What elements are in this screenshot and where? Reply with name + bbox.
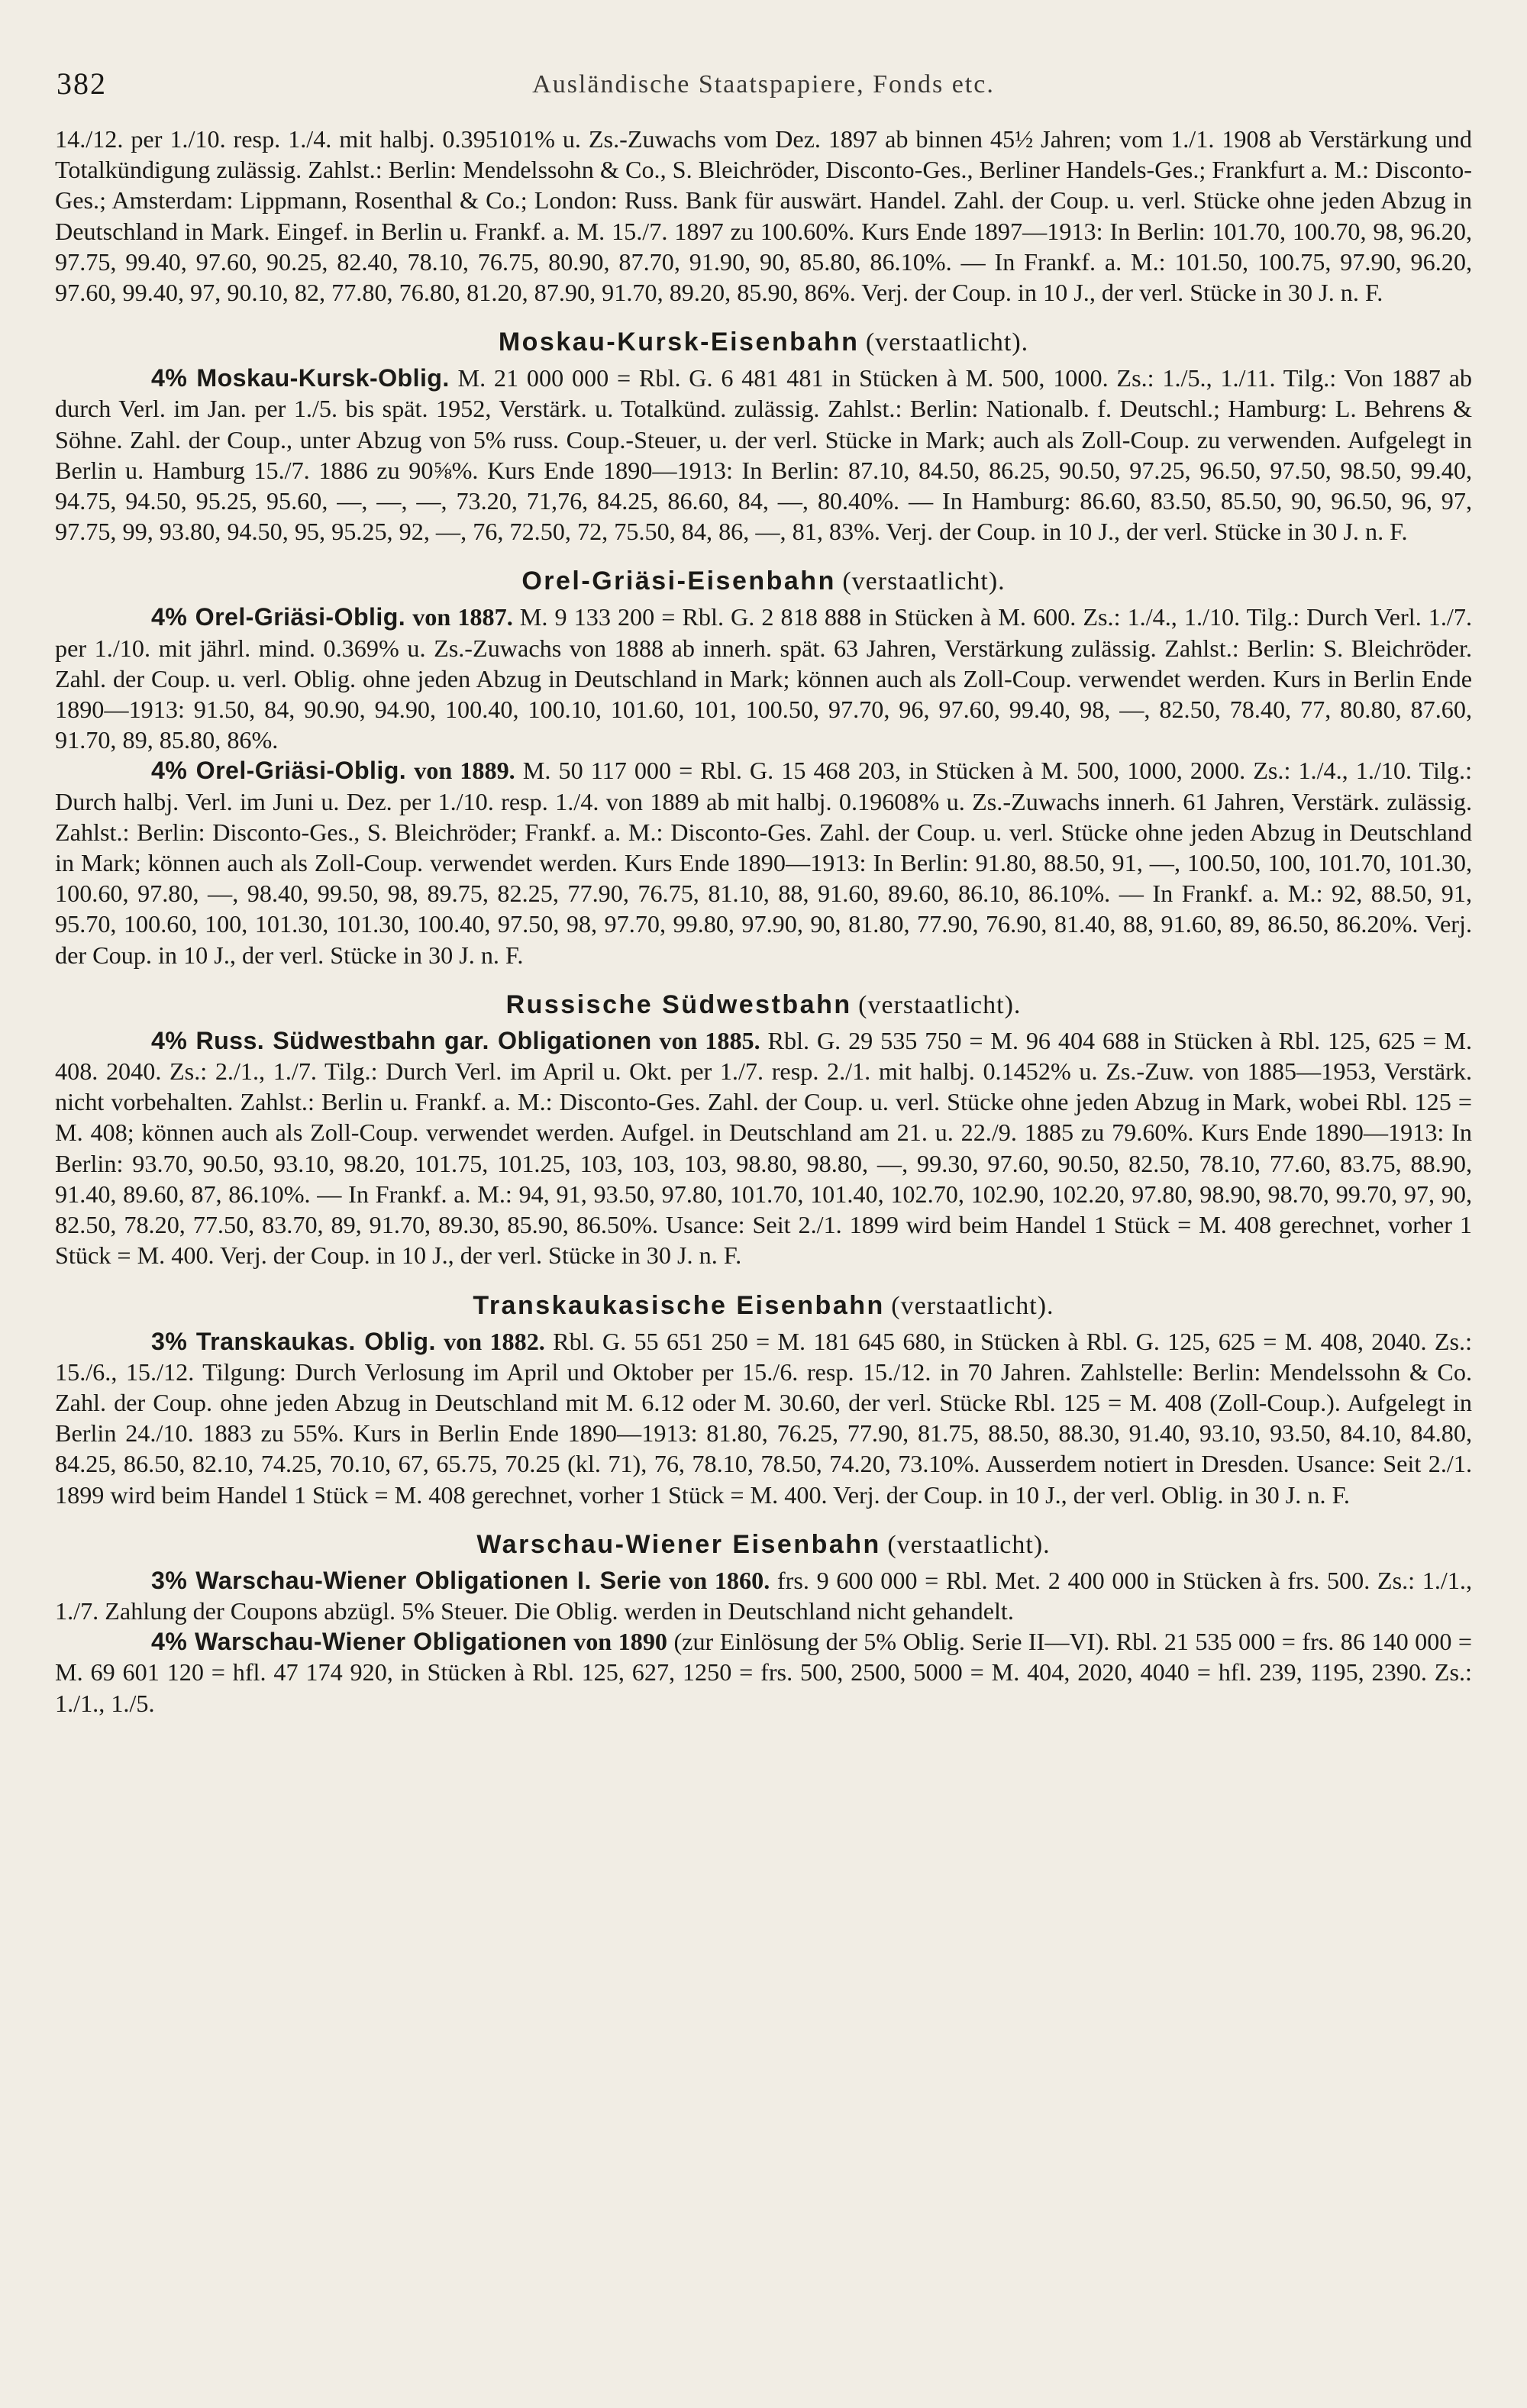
entry-lead-date: von 1882. [444,1327,545,1355]
entry-lead: 4% Orel-Griäsi-Oblig. [151,757,407,785]
entry-body: M. 21 000 000 = Rbl. G. 6 481 481 in Stücken à M. 500, 1000. Zs.: 1./5., 1./11. Tilg.: Von 1887 ab durch Verl. im Jan. per 1./5. bis spät. 1952, Verstärk. u. Totalkünd. zulässig. Zahlst.: Berlin: Nationalb. f. Deutschl.; Hamburg: L. Behrens & Söhne. Zahl. der Coup., unter Abzug von 5% russ. Coup.-Steuer, u. der verl. Stücke in Mark; auch als Zoll-Coup. zu verwenden. Aufgelegt in Berlin u. Hamburg 15./7. 1886 zu 90⅝%. Kurs Ende 1890—1913: In Berlin: 87.10, 84.50, 86.25, 90.50, 97.25, 96.50, 97.50, 98.50, 99.40, 94.75, 94.50, 95.25, 95.60, —, —, —, 73.20, 71,76, 84.25, 86.60, 84, —, 80.40%. — In Hamburg: 86.60, 83.50, 85.50, 90, 96.50, 96, 97, 97.75, 99, 93.80, 94.50, 95, 95.25, 92, —, 76, 72.50, 72, 75.50, 84, 86, —, 81, 83%. Verj. der Coup. in 10 J., der verl. Stücke in 30 J. n. F. [55,364,1473,546]
entry-body: Rbl. G. 55 651 250 = M. 181 645 680, in Stücken à Rbl. G. 125, 625 = M. 408, 2040. Zs.: 15./6., 15./12. Tilgung: Durch Verlosung im April und Oktober per 15./6. resp. 15./12. in 70 Jahren. Zahlstelle: Berlin: Mendelssohn & Co. Zahl. der Coup. ohne jeden Abzug in Deutschland mit M. 6.12 oder M. 30.60, der verl. Stücke Rbl. 125 = M. 408 (Zoll-Coup.). Aufgelegt in Berlin 24./10. 1883 zu 55%. Kurs in Berlin Ende 1890—1913: 81.80, 76.25, 77.90, 81.75, 88.50, 88.30, 91.40, 93.10, 93.50, 84.10, 84.80, 84.25, 86.50, 82.10, 74.25, 70.10, 67, 65.75, 70.25 (kl. 71), 76, 78.10, 78.50, 74.20, 73.10%. Ausserdem notiert in Dresden. Usance: Seit 2./1. 1899 wird beim Handel 1 Stück = M. 408 gerechnet, vorher 1 Stück = M. 400. Verj. der Coup. in 10 J., der verl. Oblig. in 30 J. n. F. [55,1327,1473,1509]
entry-lead: 4% Russ. Südwestbahn gar. Obligationen [151,1026,652,1054]
section-note: (verstaatlicht). [891,1291,1054,1320]
section-title: Russische Südwestbahn [505,989,852,1019]
entry-lead: 3% Warschau-Wiener Obligationen I. Serie [151,1566,662,1594]
entry-body: (zur Einlösung der 5% Oblig. Serie II—VI). Rbl. 21 535 000 = frs. 86 140 000 = M. 69 601 120 = hfl. 47 174 920, in Stücken à Rbl. 125, 627, 1250 = frs. 500, 2500, 5000 = M. 404, 2020, 4040 = hfl. 239, 1195, 2390. Zs.: 1./1., 1./5. [55,1628,1473,1717]
section-heading [55,1290,1472,1322]
entry-paragraph [55,1025,1472,1271]
entry-lead-date: von 1889. [414,757,515,785]
entry-lead: 3% Transkaukas. Oblig. [151,1327,436,1355]
entry-lead: 4% Moskau-Kursk-Oblig. [151,364,450,392]
section-heading [55,989,1472,1022]
entry-paragraph [55,363,1472,547]
entry-lead-date: von 1860. [669,1566,770,1594]
entry-paragraph [55,1326,1472,1510]
section-title: Moskau-Kursk-Eisenbahn [498,328,860,357]
entry-paragraph [55,755,1472,970]
section-title: Transkaukasische Eisenbahn [473,1290,885,1320]
entry-body: M. 50 117 000 = Rbl. G. 15 468 203, in Stücken à M. 500, 1000, 2000. Zs.: 1./4., 1./10. Tilg.: Durch halbj. Verl. im Juni u. Dez. per 1./10. resp. 1./4. von 1889 ab mit halbj. 0.19608% u. Zs.-Zuwachs innerh. 61 Jahren, Verstärk. zulässig. Zahlst.: Berlin: Disconto-Ges., S. Bleichröder; Frankf. a. M.: Disconto-Ges. Zahl. der Coup. u. verl. Stücke ohne jeden Abzug in Deutschland in Mark; können auch als Zoll-Coup. verwendet werden. Kurs Ende 1890—1913: In Berlin: 91.80, 88.50, 91, —, 100.50, 100, 101.70, 101.30, 100.60, 97.80, —, 98.40, 99.50, 98, 89.75, 82.25, 77.90, 76.75, 81.10, 88, 91.60, 89.60, 86.10, 86.10%. — In Frankf. a. M.: 92, 88.50, 91, 95.70, 100.60, 100, 101.30, 101.30, 100.40, 97.50, 98, 97.70, 99.80, 97.90, 90, 81.80, 77.90, 76.90, 81.40, 88, 91.60, 89, 86.50, 86.20%. Verj. der Coup. in 10 J., der verl. Stücke in 30 J. n. F. [55,757,1473,969]
section-heading [55,565,1472,598]
page-number: 382 [56,66,107,101]
entry-paragraph [55,1626,1472,1719]
entry-lead: 4% Orel-Griäsi-Oblig. [151,603,406,631]
section-note: (verstaatlicht). [842,567,1006,596]
page-content [55,124,1472,1719]
entry-body: Rbl. G. 29 535 750 = M. 96 404 688 in Stücken à Rbl. 125, 625 = M. 408. 2040. Zs.: 2./1., 1./7. Tilg.: Durch Verl. im April u. Okt. per 1./7. resp. 2./1. mit halbj. 0.1452% u. Zs.-Zuw. von 1885—1953, Verstärk. nicht vorbehalten. Zahlst.: Berlin u. Frankf. a. M.: Disconto-Ges. Zahl. der Coup. u. verl. Stücke ohne jeden Abzug in Mark, wobei Rbl. 125 = M. 408; können auch als Zoll-Coup. verwendet werden. Aufgel. in Deutschland am 21. u. 22./9. 1885 zu 79.60%. Kurs Ende 1890—1913: In Berlin: 93.70, 90.50, 93.10, 98.20, 101.75, 101.25, 103, 103, 103, 98.80, 98.80, —, 99.30, 97.60, 90.50, 82.50, 78.10, 77.60, 83.75, 88.90, 91.40, 89.60, 87, 86.10%. — In Frankf. a. M.: 94, 91, 93.50, 97.80, 101.70, 101.40, 102.70, 102.90, 102.20, 97.80, 98.90, 98.70, 99.70, 97, 90, 82.50, 78.20, 77.50, 83.70, 89, 91.70, 89.30, 85.90, 86.50%. Usance: Seit 2./1. 1899 wird beim Handel 1 Stück = M. 408 gerechnet, vorher 1 Stück = M. 400. Verj. der Coup. in 10 J., der verl. Stücke in 30 J. n. F. [55,1026,1472,1270]
section-heading [55,1528,1472,1561]
entry-lead-date: von 1885. [659,1026,760,1054]
entry-body: frs. 9 600 000 = Rbl. Met. 2 400 000 in Stücken à frs. 500. Zs.: 1./1., 1./7. Zahlung der Coupons abzügl. 5% Steuer. Die Oblig. werden in Deutschland nicht gehandelt. [55,1566,1473,1625]
entry-body: M. 9 133 200 = Rbl. G. 2 818 888 in Stücken à M. 600. Zs.: 1./4., 1./10. Tilg.: Durch Verl. 1./7. per 1./10. mit jährl. mind. 0.369% u. Zs.-Zuwachs von 1888 ab innerh. spät. 63 Jahren, Verstärkung zulässig. Zahlst.: Berlin: S. Bleichröder. Zahl. der Coup. u. verl. Oblig. ohne jeden Abzug in Deutschland in Mark; können auch als Zoll-Coup. verwendet werden. Kurs in Berlin Ende 1890—1913: 91.50, 84, 90.90, 94.90, 100.40, 100.10, 101.60, 101, 100.50, 97.70, 96, 97.60, 99.40, 98, —, 82.50, 78.40, 77, 80.80, 87.60, 91.70, 89, 85.80, 86%. [55,603,1473,754]
entry-lead-date: von 1887. [412,603,513,631]
section-note: (verstaatlicht). [887,1530,1051,1559]
entry-paragraph [55,1565,1472,1626]
entry-lead: 4% Warschau-Wiener Obligationen [151,1628,567,1656]
entry-lead-date: von 1890 [573,1628,668,1656]
intro-paragraph: 14./12. per 1./10. resp. 1./4. mit halbj. 0.395101% u. Zs.-Zuwachs vom Dez. 1897 ab binnen 45½ Jahren; vom 1./1. 1908 ab Verstärkung und Totalkündigung zulässig. Zahlst.: Berlin: Mendelssohn & Co., S. Bleichröder, Disconto-Ges., Berliner Handels-Ges.; Frankfurt a. M.: Disconto-Ges.; Amsterdam: Lippmann, Rosenthal & Co.; London: Russ. Bank für auswärt. Handel. Zahl. der Coup. u. verl. Stücke ohne jeden Abzug in Deutschland in Mark. Eingef. in Berlin u. Frankf. a. M. 15./7. 1897 zu 100.60%. Kurs Ende 1897—1913: In Berlin: 101.70, 100.70, 98, 96.20, 97.75, 99.40, 97.60, 90.25, 82.40, 78.10, 76.75, 80.90, 87.70, 91.90, 90, 85.80, 86.10%. — In Frankf. a. M.: 101.50, 100.75, 97.90, 96.20, 97.60, 99.40, 97, 90.10, 82, 77.80, 76.80, 81.20, 87.90, 91.70, 89.20, 85.90, 86%. Verj. der Coup. in 10 J., der verl. Stücke in 30 J. n. F. [55,125,1472,307]
entry-paragraph [55,602,1472,755]
section-title: Warschau-Wiener Eisenbahn [476,1529,881,1559]
section-heading [55,326,1472,359]
section-title: Orel-Griäsi-Eisenbahn [521,566,836,596]
section-note: (verstaatlicht). [858,990,1022,1019]
section-note: (verstaatlicht). [865,328,1029,357]
running-title: Ausländische Staatspapiere, Fonds etc. [532,70,995,98]
page-header [55,50,1472,101]
